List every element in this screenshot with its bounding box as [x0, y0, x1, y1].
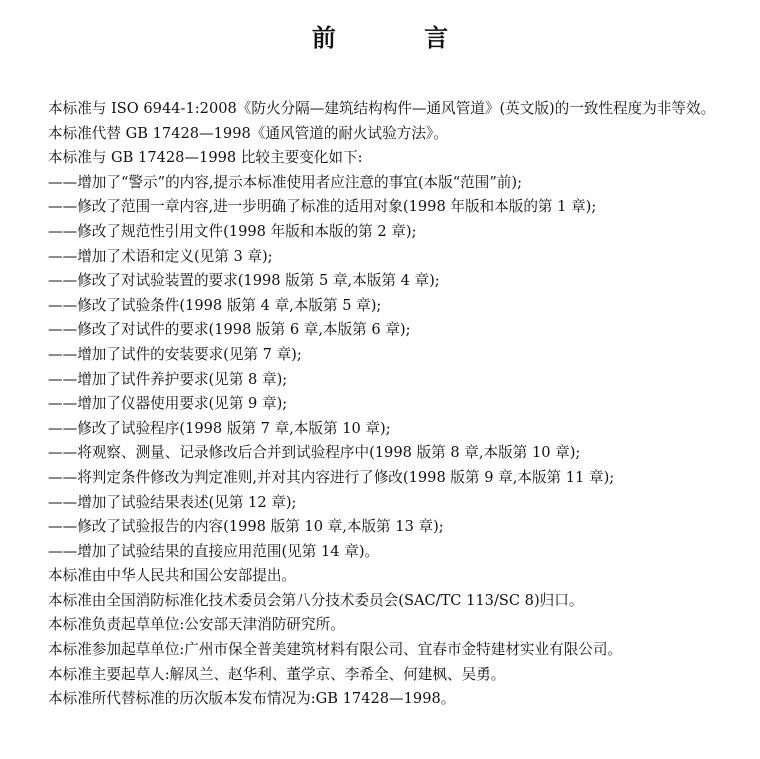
change-item: ——修改了对试件的要求(1998 版第 6 章,本版第 6 章);: [48, 321, 411, 339]
change-item: ——增加了试件养护要求(见第 8 章);: [48, 370, 288, 388]
change-item: ——增加了试验结果的直接应用范围(见第 14 章)。: [48, 542, 380, 560]
change-item: ——修改了范围一章内容,进一步明确了标准的适用对象(1998 年版和本版的第 1 章);: [48, 198, 597, 216]
change-item: ——将判定条件修改为判定准则,并对其内容进行了修改(1998 版第 9 章,本版第 11 章);: [48, 468, 615, 486]
proposer-statement: 本标准由中华人民共和国公安部提出。: [48, 567, 297, 585]
page-title: 前 言: [311, 24, 489, 52]
change-item: ——增加了“警示”的内容,提示本标准使用者应注意的事宜(本版“范围”前);: [48, 173, 523, 191]
foreword-body: [16, 97, 752, 712]
changes-intro: 本标准与 GB 17428—1998 比较主要变化如下:: [48, 149, 363, 167]
replacement-statement: 本标准代替 GB 17428—1998《通风管道的耐火试验方法》。: [48, 124, 448, 142]
change-item: ——修改了试验报告的内容(1998 版第 10 章,本版第 13 章);: [48, 518, 444, 536]
lead-drafting-unit: 本标准负责起草单位:公安部天津消防研究所。: [48, 616, 345, 634]
change-item: ——修改了规范性引用文件(1998 年版和本版的第 2 章);: [48, 222, 417, 240]
change-item: ——增加了仪器使用要求(见第 9 章);: [48, 395, 288, 413]
participating-drafting-units: 本标准参加起草单位:广州市保全普美建筑材料有限公司、宜春市金特建材实业有限公司。: [48, 641, 623, 659]
change-item: ——增加了术语和定义(见第 3 章);: [48, 247, 273, 265]
previous-editions: 本标准所代替标准的历次版本发布情况为:GB 17428—1998。: [48, 690, 456, 708]
administration-statement: 本标准由全国消防标准化技术委员会第八分技术委员会(SAC/TC 113/SC 8)归口。: [48, 591, 584, 609]
change-item: ——增加了试件的安装要求(见第 7 章);: [48, 345, 302, 363]
equivalence-statement: 本标准与 ISO 6944-1:2008《防火分隔—建筑结构构件—通风管道》(英文版)的一致性程度为非等效。: [48, 100, 716, 117]
change-item: ——增加了试验结果表述(见第 12 章);: [48, 493, 297, 511]
change-item: ——修改了试验程序(1998 版第 7 章,本版第 10 章);: [48, 419, 391, 437]
main-drafters: 本标准主要起草人:解凤兰、赵华利、董学京、李希全、何建枫、吴勇。: [48, 665, 506, 683]
change-item: ——将观察、测量、记录修改后合并到试验程序中(1998 版第 8 章,本版第 10 章);: [48, 444, 581, 462]
change-item: ——修改了对试验装置的要求(1998 版第 5 章,本版第 4 章);: [48, 272, 440, 290]
change-item: ——修改了试验条件(1998 版第 4 章,本版第 5 章);: [48, 296, 382, 314]
